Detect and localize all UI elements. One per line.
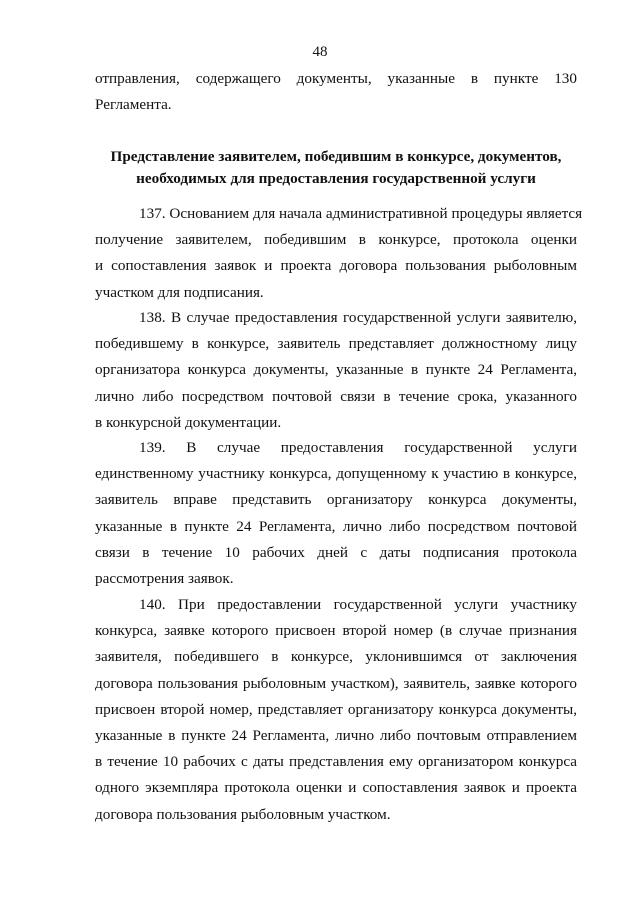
text-line: организатора конкурса документы, указанные в пункте 24 Регламента, — [95, 361, 577, 379]
paragraph-138 — [95, 305, 577, 436]
heading-line: Представление заявителем, победившим в конкурсе, документов, — [110, 148, 562, 165]
text-line: Регламента. — [95, 96, 172, 114]
text-line: получение заявителем, победившим в конкурсе, протокола оценки — [95, 231, 577, 249]
text-line: 140. При предоставлении государственной услуги участнику — [139, 596, 577, 613]
text-line: в конкурсной документации. — [95, 413, 282, 431]
text-line: рассмотрения заявок. — [95, 569, 234, 587]
text-line: отправления, содержащего документы, указанные в пункте 130 — [95, 70, 577, 87]
text-line: и сопоставления заявок и проекта договора пользования рыболовным — [95, 257, 577, 275]
text-line: конкурса, заявке которого присвоен второй номер (в случае признания — [95, 622, 577, 640]
section-heading — [95, 146, 577, 190]
intro-text — [95, 66, 577, 118]
text-line: договора пользования рыболовным участком. — [95, 805, 391, 823]
text-line: в течение 10 рабочих с даты представления ему организатором конкурса — [95, 753, 577, 771]
text-line: указанные в пункте 24 Регламента, лично либо посредством почтовой — [95, 517, 577, 535]
text-line: участком для подписания. — [95, 283, 264, 301]
text-line: победившему в конкурсе, заявитель представляет должностному лицу — [95, 335, 577, 353]
text-line: договора пользования рыболовным участком), заявитель, заявке которого — [95, 674, 577, 692]
text-line: заявителя, победившего в конкурсе, уклонившимся от заключения — [95, 648, 577, 666]
heading-line: необходимых для предоставления государственной услуги — [136, 170, 536, 187]
text-line: лично либо посредством почтовой связи в течение срока, указанного — [95, 387, 577, 405]
text-line: указанные в пункте 24 Регламента, лично либо почтовым отправлением — [95, 726, 577, 744]
paragraph-137 — [95, 201, 583, 306]
page-number: 48 — [312, 44, 328, 60]
text-line: единственному участнику конкурса, допущенному к участию в конкурсе, — [95, 465, 577, 483]
text-line: одного экземпляра протокола оценки и сопоставления заявок и проекта — [95, 779, 577, 797]
paragraph-139 — [95, 435, 577, 592]
text-line: 139. В случае предоставления государственной услуги — [139, 439, 577, 456]
paragraph-140 — [95, 592, 577, 828]
text-line: присвоен второй номер, представляет организатору конкурса документы, — [95, 700, 577, 718]
text-line: заявитель вправе представить организатору конкурса документы, — [95, 491, 577, 509]
text-line: 137. Основанием для начала административной процедуры является — [139, 205, 583, 222]
text-line: 138. В случае предоставления государственной услуги заявителю, — [139, 309, 577, 326]
text-line: связи в течение 10 рабочих дней с даты подписания протокола — [95, 543, 577, 561]
